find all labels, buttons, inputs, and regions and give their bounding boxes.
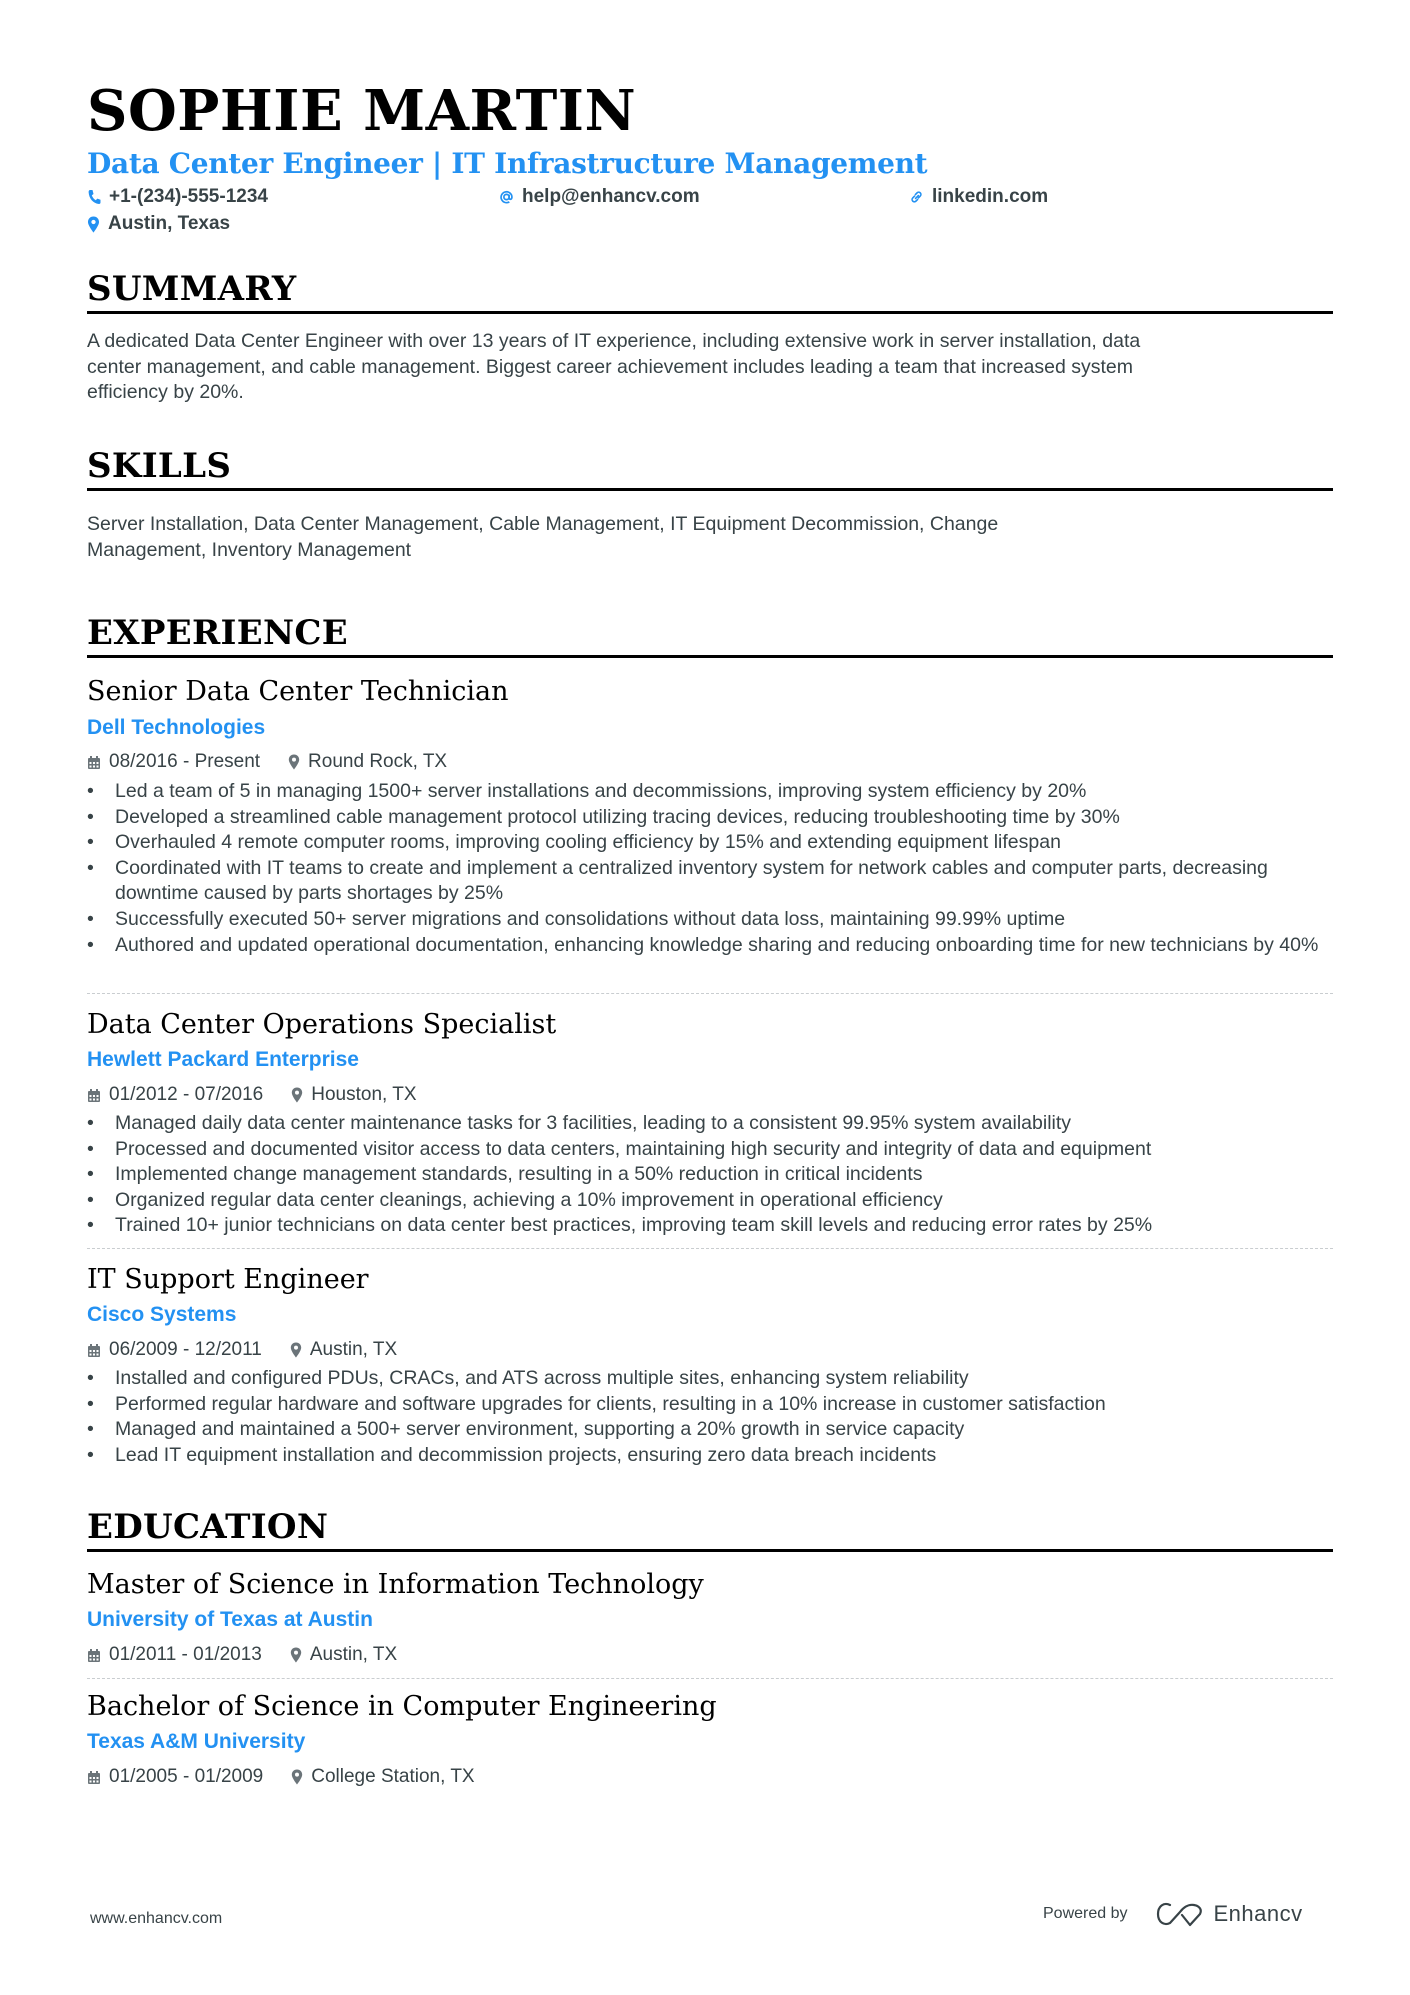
company-name: Dell Technologies xyxy=(87,716,266,739)
bullet-item: • Successfully executed 50+ server migrations and consolidations without data loss, maintaining 99.99% uptime xyxy=(87,907,1333,933)
map-pin-icon xyxy=(87,216,100,233)
section-heading-education: EDUCATION xyxy=(87,1507,1333,1552)
job-bullets xyxy=(87,1366,1333,1468)
summary-line: center management, and cable management. Biggest career achievement includes leading a team that increased system xyxy=(87,355,1134,378)
phone-text: +1-(234)-555-1234 xyxy=(109,186,268,207)
bullet-item: • Developed a streamlined cable management protocol utilizing tracing devices, reducing troubleshooting time by 30% xyxy=(87,805,1333,831)
bullet-item: • Installed and configured PDUs, CRACs, and ATS across multiple sites, enhancing system reliability xyxy=(87,1366,1333,1392)
location-text: Austin, Texas xyxy=(108,213,231,234)
powered-by-label: Powered by xyxy=(1043,1905,1128,1922)
bullet-item: • Implemented change management standards, resulting in a 50% reduction in critical incidents xyxy=(87,1162,1333,1188)
contact-location xyxy=(87,212,230,236)
job-meta xyxy=(87,750,475,774)
bullet-item: • Processed and documented visitor access to data centers, maintaining high security and integrity of data and equipment xyxy=(87,1137,1333,1163)
footer-powered-by[interactable] xyxy=(1043,1901,1303,1927)
education-dates: 01/2005 - 01/2009 xyxy=(109,1766,264,1787)
job-title: IT Support Engineer xyxy=(87,1264,369,1295)
map-pin-icon xyxy=(290,1342,302,1358)
skills-line: Management, Inventory Management xyxy=(87,538,412,561)
bullet-item: • Coordinated with IT teams to create and implement a centralized inventory system for network cables and computer parts, decreasing downtime caused by parts shortages by 25% xyxy=(87,856,1333,907)
divider xyxy=(87,1678,1333,1679)
bullet-item: • Performed regular hardware and software upgrades for clients, resulting in a 10% increase in customer satisfaction xyxy=(87,1392,1333,1418)
brand-name: Enhancv xyxy=(1213,1901,1303,1926)
job-meta xyxy=(87,1083,445,1107)
bullet-item: • Overhauled 4 remote computer rooms, improving cooling efficiency by 15% and extending equipment lifespan xyxy=(87,830,1333,856)
job-bullets xyxy=(87,779,1333,958)
school-name: Texas A&M University xyxy=(87,1730,306,1753)
school-name: University of Texas at Austin xyxy=(87,1608,373,1631)
section-heading-skills: SKILLS xyxy=(87,446,1333,491)
footer-website-link[interactable]: www.enhancv.com xyxy=(90,1910,223,1927)
contact-linkedin[interactable] xyxy=(909,185,1048,209)
calendar-icon xyxy=(87,755,101,770)
bullet-item: • Managed daily data center maintenance tasks for 3 facilities, leading to a consistent 99.95% system availability xyxy=(87,1111,1333,1137)
bullet-item: • Organized regular data center cleanings, achieving a 10% improvement in operational efficiency xyxy=(87,1188,1333,1214)
job-location: Austin, TX xyxy=(309,1339,398,1360)
company-name: Hewlett Packard Enterprise xyxy=(87,1048,359,1071)
calendar-icon xyxy=(87,1648,101,1663)
degree-title: Bachelor of Science in Computer Engineering xyxy=(87,1691,717,1722)
job-location: Houston, TX xyxy=(311,1084,417,1105)
section-heading-experience: EXPERIENCE xyxy=(87,613,1333,658)
bullet-item: • Managed and maintained a 500+ server environment, supporting a 20% growth in service capacity xyxy=(87,1417,1333,1443)
email-text: help@enhancv.com xyxy=(522,186,700,207)
skills-line: Server Installation, Data Center Management, Cable Management, IT Equipment Decommission, Change xyxy=(87,513,999,535)
summary-text xyxy=(87,329,1333,406)
contact-email[interactable] xyxy=(499,185,700,209)
job-meta xyxy=(87,1338,425,1362)
education-location: Austin, TX xyxy=(309,1644,398,1665)
divider xyxy=(87,993,1333,994)
company-name: Cisco Systems xyxy=(87,1303,237,1326)
job-dates: 08/2016 - Present xyxy=(109,751,261,772)
divider xyxy=(87,1248,1333,1249)
bullet-item: • Lead IT equipment installation and decommission projects, ensuring zero data breach incidents xyxy=(87,1443,1333,1469)
enhancv-logo xyxy=(1156,1901,1303,1927)
calendar-icon xyxy=(87,1770,101,1785)
candidate-headline: Data Center Engineer | IT Infrastructure Management xyxy=(87,147,928,180)
bullet-item: • Trained 10+ junior technicians on data center best practices, improving team skill levels and reducing error rates by 25% xyxy=(87,1213,1333,1239)
map-pin-icon xyxy=(290,1647,302,1663)
calendar-icon xyxy=(87,1088,101,1103)
degree-title: Master of Science in Information Technology xyxy=(87,1569,704,1600)
link-icon xyxy=(909,189,924,205)
contact-phone[interactable] xyxy=(87,185,268,209)
summary-line: A dedicated Data Center Engineer with over 13 years of IT experience, including extensive work in server installation, data xyxy=(87,330,1141,352)
map-pin-icon xyxy=(288,754,300,770)
skills-text xyxy=(87,512,1333,563)
job-bullets xyxy=(87,1111,1333,1239)
bullet-item: • Led a team of 5 in managing 1500+ server installations and decommissions, improving system efficiency by 20% xyxy=(87,779,1333,805)
summary-line: efficiency by 20%. xyxy=(87,381,244,404)
map-pin-icon xyxy=(291,1087,303,1103)
job-location: Round Rock, TX xyxy=(308,751,448,772)
phone-icon xyxy=(87,189,101,205)
at-icon xyxy=(499,189,514,205)
education-meta xyxy=(87,1765,503,1789)
job-title: Senior Data Center Technician xyxy=(87,676,509,707)
map-pin-icon xyxy=(291,1769,303,1785)
education-dates: 01/2011 - 01/2013 xyxy=(109,1644,262,1665)
candidate-name: SOPHIE MARTIN xyxy=(87,78,637,144)
calendar-icon xyxy=(87,1343,101,1358)
job-dates: 01/2012 - 07/2016 xyxy=(109,1084,264,1105)
education-location: College Station, TX xyxy=(311,1766,475,1787)
bullet-item: • Authored and updated operational documentation, enhancing knowledge sharing and reducing onboarding time for new technicians by 40% xyxy=(87,933,1333,959)
linkedin-text: linkedin.com xyxy=(932,186,1049,207)
job-dates: 06/2009 - 12/2011 xyxy=(109,1339,262,1360)
section-heading-summary: SUMMARY xyxy=(87,269,1333,314)
job-title: Data Center Operations Specialist xyxy=(87,1009,557,1040)
enhancv-logo-icon xyxy=(1156,1901,1204,1927)
education-meta xyxy=(87,1643,425,1667)
